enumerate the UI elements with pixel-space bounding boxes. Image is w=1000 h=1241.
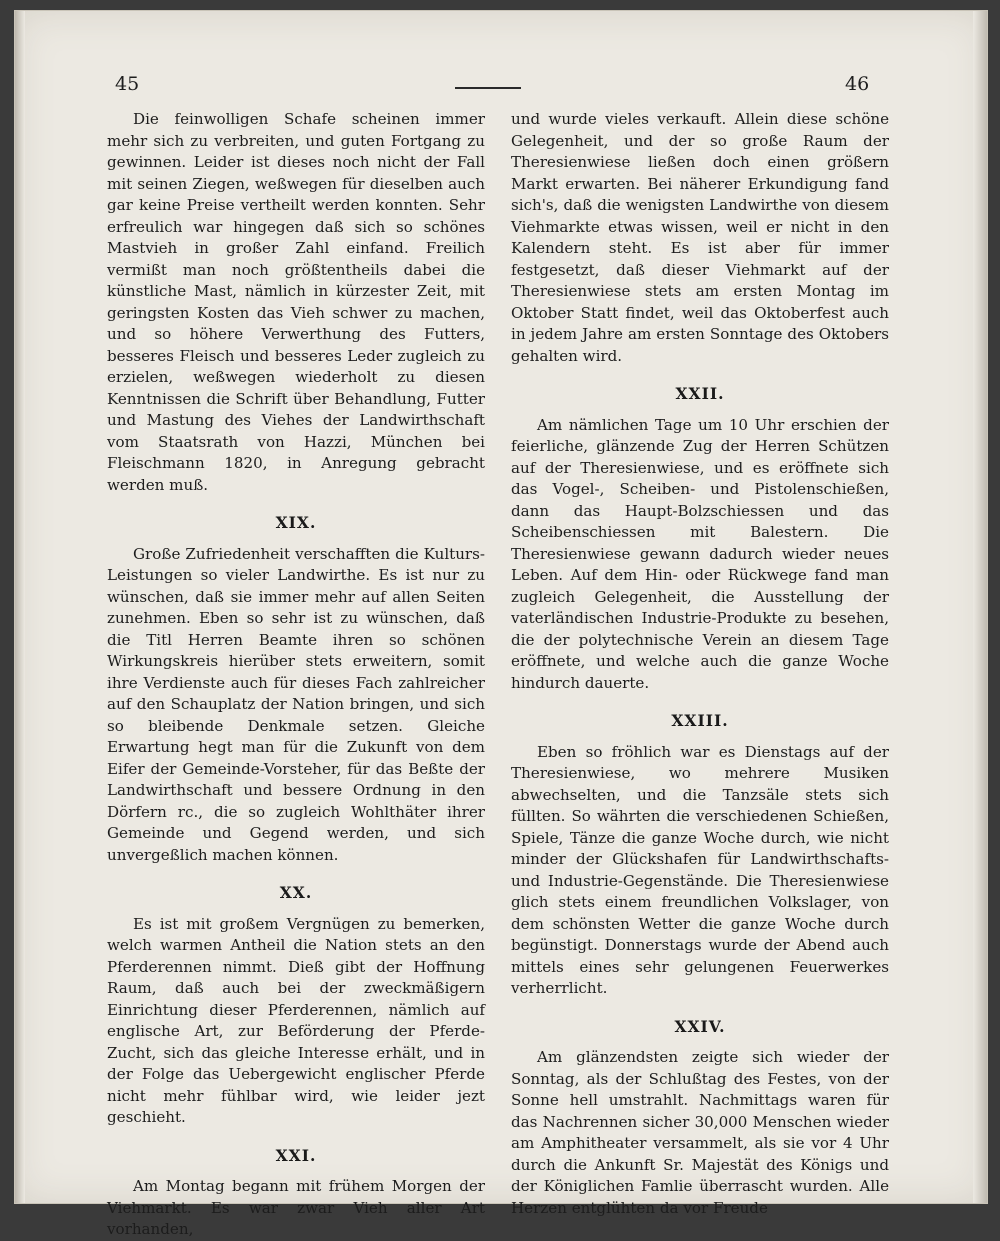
section-heading-xxiv: XXIV.	[674, 1016, 726, 1036]
section-heading-xxi: XXI.	[275, 1145, 317, 1165]
paragraph: Die feinwolligen Schafe scheinen immer mehr sich zu verbreiten, und guten Fortgang zu gewinnen. Leider ist dieses noch nicht der Fall mit seinen Ziegen, weßwegen für dieselben auch gar keine Preise vertheilt werden konnten. Sehr erfreulich war hingegen daß sich so schönes Mastvieh in großer Zahl einfand. Freilich vermißt man noch größtentheils dabei die künstliche Mast, nämlich in kürzester Zeit, mit geringsten Kosten das Vieh schwer zu machen, und so höhere Verwerthung des Futters, besseres Fleisch und besseres Leder zugleich zu erzielen, weßwegen wiederholt zu diesen Kenntnissen die Schrift über Behandlung, Futter und Mastung des Viehes der Landwirthschaft vom Staatsrath von Hazzi, München bei Fleischmann 1820, in Anregung gebracht werden muß.	[107, 110, 485, 494]
page-number-left: 45	[115, 73, 140, 95]
section-heading-xxii: XXII.	[675, 384, 725, 403]
section-heading-xx: XX.	[279, 883, 313, 902]
paragraph: und wurde vieles verkauft. Allein diese schöne Gelegenheit, und der so große Raum der Theresienwiese ließen doch einen größern Markt erwarten. Bei näherer Erkundigung fand sich's, daß die wenigsten Landwirthe von diesem Viehmarkte etwas wissen, weil er nicht in den Kalendern steht. Es ist aber für immer festgesetzt, daß dieser Viehmarkt auf der Theresienwiese stets am ersten Montag im Oktober Statt findet, weil das Oktoberfest auch in jedem Jahre am ersten Sonntage des Oktobers gehalten wird.	[511, 110, 889, 365]
paragraph: Am glänzendsten zeigte sich wieder der Sonntag, als der Schlußtag des Festes, von der Sonne hell umstrahlt. Nachmittags waren für das Nachrennen sicher 30,000 Menschen wieder am Amphitheater versammelt, als sie vor 4 Uhr durch die Ankunft Sr. Majestät des Königs und der Königlichen Famlie überrascht wurden. Alle Herzen entglühten da vor Freude	[511, 1048, 889, 1217]
paragraph: Große Zufriedenheit verschafften die Kulturs-Leistungen so vieler Landwirthe. Es ist nur zu wünschen, daß sie immer mehr auf allen Seiten zunehmen. Eben so sehr ist zu wünschen, daß die Titl Herren Beamte ihren so schönen Wirkungskreis hierüber stets erweitern, somit ihre Verdienste auch für dieses Fach zahlreicher auf den Schauplatz der Nation bringen, und sich so bleibende Denkmale setzen. Gleiche Erwartung hegt man für die Zukunft von dem Eifer der Gemeinde-Vorsteher, für das Beßte der Landwirthschaft und bessere Ordnung in den Dörfern rc., die so zugleich Wohlthäter ihrer Gemeinde und Gegend werden, und sich unvergeßlich machen können.	[107, 544, 485, 864]
section-heading-xxiii: XXIII.	[671, 711, 729, 730]
header-rule	[455, 87, 521, 89]
page-edge	[973, 11, 987, 1203]
paragraph: Am Montag begann mit frühem Morgen der Viehmarkt. Es war zwar Vieh aller Art vorhanden,	[107, 1177, 485, 1238]
page-number-right: 46	[845, 73, 870, 95]
page-gutter	[15, 11, 25, 1203]
paragraph: Am nämlichen Tage um 10 Uhr erschien der feierliche, glänzende Zug der Herren Schützen auf der Theresienwiese, und es eröffnete sich das Vogel-, Scheiben- und Pistolenschießen, dann das Haupt-Bolzschiessen und das Scheibenschiessen mit Balestern. Die Theresienwiese gewann dadurch wieder neues Leben. Auf dem Hin- oder Rückwege fand man zugleich Gelegenheit, die Ausstellung der vaterländischen Industrie-Produkte zu besehen, die der polytechnische Verein an diesem Tage eröffnete, und welche auch die ganze Woche hindurch dauerte.	[511, 415, 889, 692]
right-column	[511, 109, 889, 1219]
paragraph: Eben so fröhlich war es Dienstags auf der Theresienwiese, wo mehrere Musiken abwechselten, und die Tanzsäle stets sich füllten. So währten die verschiedenen Schießen, Spiele, Tänze die ganze Woche durch, wie nicht minder der Glückshafen für Landwirthschafts- und Industrie-Gegenstände. Die Theresienwiese glich stets einem freundlichen Volkslager, von dem schönsten Wetter die ganze Woche durch begünstigt. Donnerstags wurde der Abend auch mittels eines sehr gelungenen Feuerwerkes verherrlicht.	[511, 742, 889, 997]
left-column	[107, 109, 485, 1241]
section-heading-xix: XIX.	[275, 513, 317, 532]
book-page	[14, 10, 988, 1238]
paragraph: Es ist mit großem Vergnügen zu bemerken, welch warmen Antheil die Nation stets an den Pferderennen nimmt. Dieß gibt der Hoffnung Raum, daß auch bei der zweckmäßigern Einrichtung dieser Pferderennen, nämlich auf englische Art, zur Beförderung der Pferde-Zucht, sich das gleiche Interesse erhält, und in der Folge das Uebergewicht englischer Pferde nicht mehr fühlbar wird, wie leider jezt geschieht.	[107, 914, 485, 1126]
